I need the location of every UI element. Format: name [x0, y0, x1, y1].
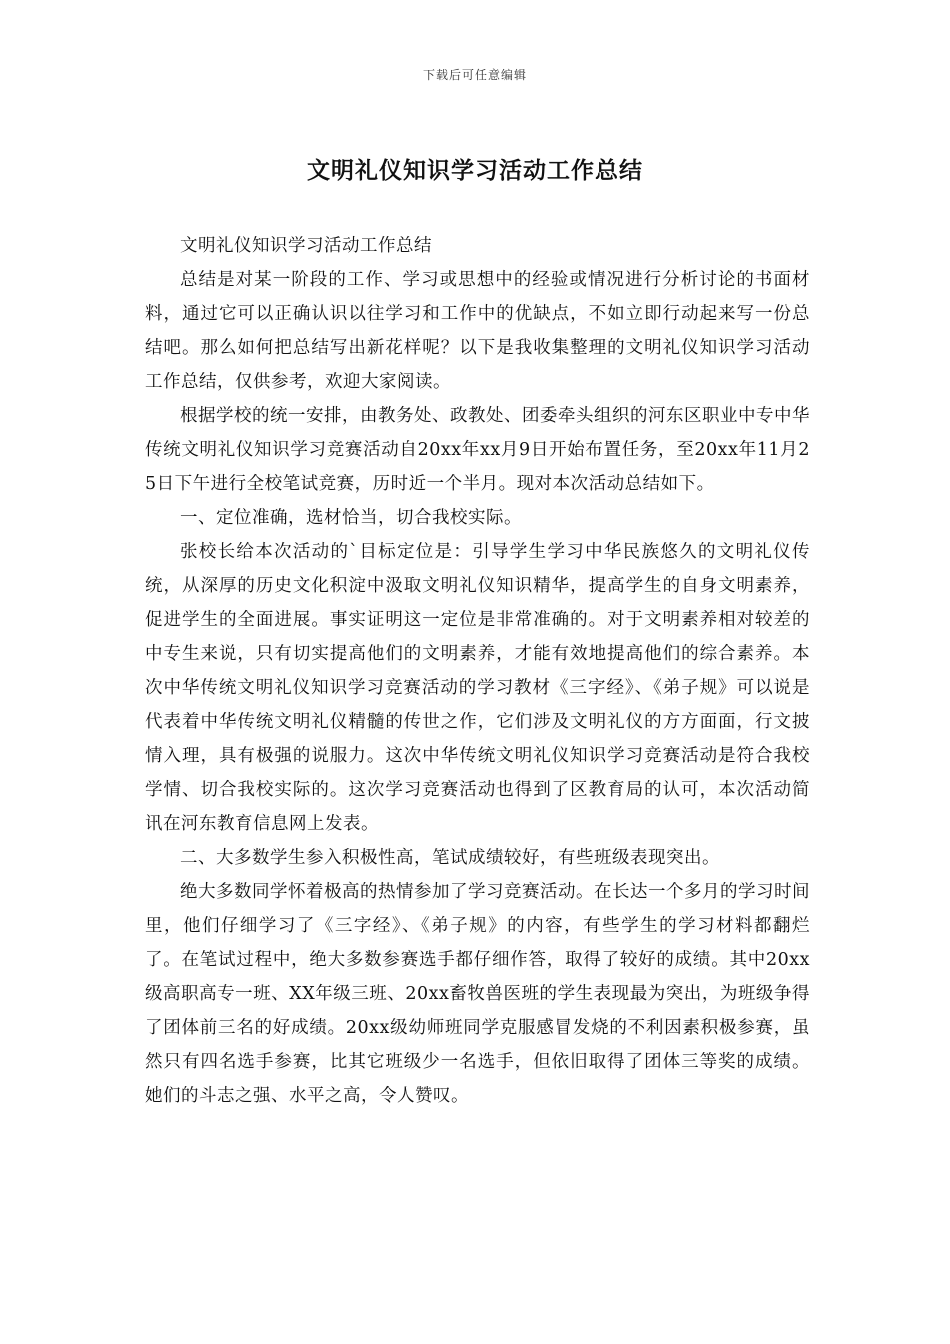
header-note: 下载后可任意编辑 [422, 68, 527, 82]
document-body [145, 229, 810, 1113]
paragraph-subtitle: 文明礼仪知识学习活动工作总结 [180, 236, 432, 256]
paragraph-section-1: 张校长给本次活动的`目标定位是：引导学生学习中华民族悠久的文明礼仪传统，从深厚的历史文化积淀中汲取文明礼仪知识精华，提高学生的自身文明素养，促进学生的全面进展。事实证明这一定位是非常准确的。对于文明素养相对较差的中专生来说，只有切实提高他们的文明素养，才能有效地提高他们的综合素养。本次中华传统文明礼仪知识学习竞赛活动的学习教材《三字经》、《弟子规》可以说是代表着中华传统文明礼仪精髓的传世之作，它们涉及文明礼仪的方方面面，行文披情入理，具有极强的说服力。这次中华传统文明礼仪知识学习竞赛活动是符合我校学情、切合我校实际的。这次学习竞赛活动也得到了区教育局的认可，本次活动简讯在河东教育信息网上发表。 [145, 542, 810, 834]
document-title: 文明礼仪知识学习活动工作总结 [307, 157, 643, 184]
paragraph-intro: 总结是对某一阶段的工作、学习或思想中的经验或情况进行分析讨论的书面材料，通过它可以正确认识以往学习和工作中的优缺点，不如立即行动起来写一份总结吧。那么如何把总结写出新花样呢？以下是我收集整理的文明礼仪知识学习活动工作总结，仅供参考，欢迎大家阅读。 [145, 270, 810, 392]
paragraph-background: 根据学校的统一安排，由教务处、政教处、团委牵头组织的河东区职业中专中华传统文明礼仪知识学习竞赛活动自20xx年xx月9日开始布置任务，至20xx年11月25日下午进行全校笔试竞赛，历时近一个半月。现对本次活动总结如下。 [145, 406, 810, 494]
paragraph-section-2: 绝大多数同学怀着极高的热情参加了学习竞赛活动。在长达一个多月的学习时间里，他们仔细学习了《三字经》、《弟子规》的内容，有些学生的学习材料都翻烂了。在笔试过程中，绝大多数参赛选手都仔细作答，取得了较好的成绩。其中20xx级高职高专一班、XX年级三班、20xx畜牧兽医班的学生表现最为突出，为班级争得了团体前三名的好成绩。20xx级幼师班同学克服感冒发烧的不利因素积极参赛，虽然只有四名选手参赛，比其它班级少一名选手，但依旧取得了团体三等奖的成绩。她们的斗志之强、水平之高，令人赞叹。 [145, 882, 810, 1106]
section-heading-2: 二、大多数学生参入积极性高，笔试成绩较好，有些班级表现突出。 [180, 848, 720, 868]
section-heading-1: 一、定位准确，选材恰当，切合我校实际。 [180, 508, 522, 528]
